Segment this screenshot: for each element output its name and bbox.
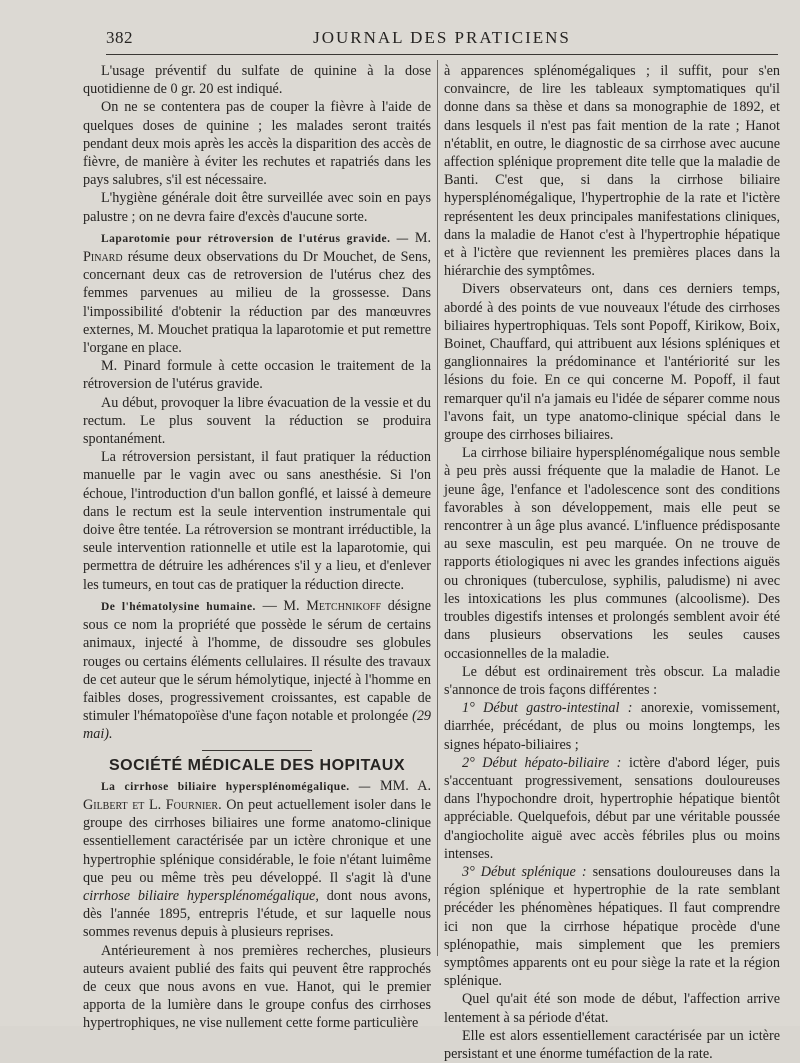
paragraph: M. Pinard formule à cette occasion le traitement de la rétroversion de l'utérus gravide. (83, 358, 431, 393)
article-text: On peut actuellement isoler dans le groupe des cirrhoses biliaires une forme anatomo-clinique essentiellement caractérisée par un ictère chronique et une hypertrophie splénique considérable, le foie n'étant luimême que peu ou même très peu développé. Il s'agit là d'une (83, 796, 432, 886)
onset-text: anorexie, vomissement, diarrhée, précédant, de plus ou moins longtemps, les signes hépato-biliaires ; (444, 700, 781, 753)
onset-gastro (444, 699, 780, 754)
article-laparotomie (83, 229, 431, 357)
article-text: résume deux observations du Dr Mouchet, de Sens, concernant deux cas de retroversion de l'utérus chez des femmes parvenues au milieu de la grossesse. Dans l'impossibilité d'obtenir la réduction par des manœuvres externes, M. Mouchet pratiqua la laparotomie et put remettre l'organe en place. (83, 249, 432, 357)
paragraph: Divers observateurs ont, dans ces derniers temps, abordé à des points de vue nouveaux l'étude des cirrhoses biliaires hypertrophiquas. Tels sont Popoff, Kirikow, Boix, Boinet, Chauffard, qui attribuent aux lésions spléniques et ganglionnaires la prédominance et l'antériorité sur les lésions du foie. En ce qui concerne M. Popoff, il faut remarquer qu'il n'a jamais eu l'idée de séparer comme nous l'avons fait, un type anatomo-clinique spécial dans le groupe des cirrhoses biliaires. (444, 281, 780, 444)
paragraph: Elle est alors essentiellement caractérisée par un ictère persistant et une énorme tuméfaction de la rate. (444, 1027, 780, 1062)
article-dash: — M. (255, 597, 300, 614)
article-heading: De l'hématolysine humaine. (101, 600, 256, 613)
paragraph: Le début est ordinairement très obscur. La maladie s'annonce de trois façons différentes : (444, 663, 780, 698)
article-text: dont nous avons, dès l'année 1895, entrepris l'étude, et sur laquelle nous sommes revenus depuis à plusieurs reprises. (83, 887, 431, 941)
article-emphasis: cirrhose biliaire hypersplénomégalique, (83, 887, 319, 904)
section-title: SOCIÉTÉ MÉDICALE DES HOPITAUX (108, 756, 405, 774)
onset-label: 1° Début gastro-intestinal : (462, 700, 633, 717)
article-heading: La cirrhose biliaire hypersplénomégalique. — (101, 780, 371, 793)
paragraph: Au début, provoquer la libre évacuation de la vessie et du rectum. Le plus souvent la réduction se produira spontanément. (83, 394, 431, 448)
onset-text: sensations douloureuses dans la région splénique et hypertrophie de la rate semblant précéder les phénomènes hépatiques. Il faut comprendre ici non que la cirrhose hépatique procède d'une splénopathie, mais simplement que les premiers symptômes apparents ont eu pour siège la rate et la région splénique. (444, 863, 781, 990)
paragraph: à apparences splénomégaliques ; il suffit, pour s'en convaincre, de lire les tableaux symptomatiques qu'il donne dans sa thèse et dans sa monographie de 1892, et dans lesquels il n'est pas fait mention de la rate ; Hanot n'établit, en outre, le diagnostic de sa cirrhose avec aucune affection splénique proprement dite telle que la maladie de Banti. C'est que, si dans la cirrhose biliaire hypersplénomégalique, l'hypertrophie de la rate et l'ictère représentent les deux principales manifestations cliniques, dans la maladie de Hanot c'est à l'hypertrophie hépatique et à l'ictère que reviennent les premières places dans la hiérarchie des symptômes. (444, 63, 780, 280)
onset-label: 3° Début splénique : (462, 863, 587, 880)
page-number: 382 (106, 28, 133, 47)
paragraph: La rétroversion persistant, il faut pratiquer la réduction manuelle par le vagin avec ou sans anesthésie. Si l'on échoue, l'introduction d'un ballon gonflé, et laissé à demeure dans le rectum est la seule intervention instrumentale qui doive être tentée. La rétroversion se montrant irréductible, la seule intervention rationnelle et utile est la laparotomie, qui permettra de détruire les adhérences s'il y a lieu, et d'enlever les tumeurs, en tout cas de pratiquer la réduction directe. (83, 449, 431, 593)
paragraph: L'hygiène générale doit être surveillée avec soin en pays palustre ; on ne devra faire d'excès d'aucune sorte. (83, 190, 431, 225)
paragraph: On ne se contentera pas de couper la fièvre à l'aide de quelques doses de quinine ; les malades seront traités pendant deux mois après les accès la disparition des accès de fièvre, de manière à éviter les rechutes et rapatriés dans les pays salubres, s'il est nécessaire. (83, 99, 431, 189)
running-head (106, 28, 778, 50)
paragraph: Antérieurement à nos premières recherches, plusieurs auteurs avaient publié des faits qui peuvent être rapprochés de ceux que nous avons en vue. Hanot, qui le premier apporta de la lumière dans le groupe confus des cirrhoses hypertrophiques, ne vise nullement cette forme particulière (83, 942, 431, 1032)
column-divider (437, 60, 438, 956)
onset-text: ictère d'abord léger, puis s'accentuant progressivement, sensations douloureuses dans l'hypochondre droit, hypertrophie hépatique bientôt appréciable. Quelquefois, début par une véritable poussée d'angiocholite aiguë avec accès fébriles plus ou moins intenses. (444, 754, 781, 862)
article-heading: Laparotomie pour rétroversion de l'utérus gravide. — (101, 232, 409, 245)
journal-title: JOURNAL DES PRATICIENS (313, 28, 571, 47)
article-author: M. Pinard (83, 229, 431, 266)
article-hematolysine (83, 597, 431, 744)
onset-label: 2° Début hépato-biliaire : (462, 754, 622, 771)
paragraph: L'usage préventif du sulfate de quinine à la dose quotidienne de 0 gr. 20 est indiqué. (83, 63, 431, 98)
paragraph: Quel qu'ait été son mode de début, l'affection arrive lentement à sa période d'état. (444, 991, 780, 1026)
right-column (444, 62, 780, 1063)
article-date: (29 mai). (83, 708, 432, 743)
section-rule (202, 750, 312, 751)
article-author: Metchnikoff (306, 597, 382, 614)
paragraph: La cirrhose biliaire hypersplénomégalique nous semble à peu près aussi fréquente que la maladie de Hanot. Le jeune âge, l'enfance et l'adolescence sont des conditions favorables à son développement, mais elle peut se rencontrer à un âge plus avancé. L'influence prédisposante au sexe masculin, est peu marquée. On ne trouve de rapports étiologiques ni avec les grandes infections aiguës ou chroniques (tuberculose, syphilis, paludisme) ni avec les intoxications les plus communes (alcoolisme). Des troubles digestifs intenses et prolongés semblent avoir été dans plusieurs observations les seules causes occasionnelles de la maladie. (444, 445, 780, 662)
article-text: désigne sous ce nom la propriété que possède le sérum de certains animaux, injecté à l'homme, de dissoudre ses globules rouges ou certains éléments cellulaires. Il résulte des travaux de cet auteur que le sérum hémolytique, injecté à l'homme en faibles doses, progressivement croissantes, est capable de stimuler l'hématopoïèse d'une façon notable et prolongée (83, 597, 432, 725)
header-rule (106, 54, 778, 55)
article-authors: MM. A. Gilbert et L. Fournier. (83, 777, 431, 813)
article-cirrhose (83, 777, 431, 942)
left-column (83, 62, 431, 1033)
onset-hepato (444, 754, 780, 863)
onset-splenique (444, 863, 780, 990)
